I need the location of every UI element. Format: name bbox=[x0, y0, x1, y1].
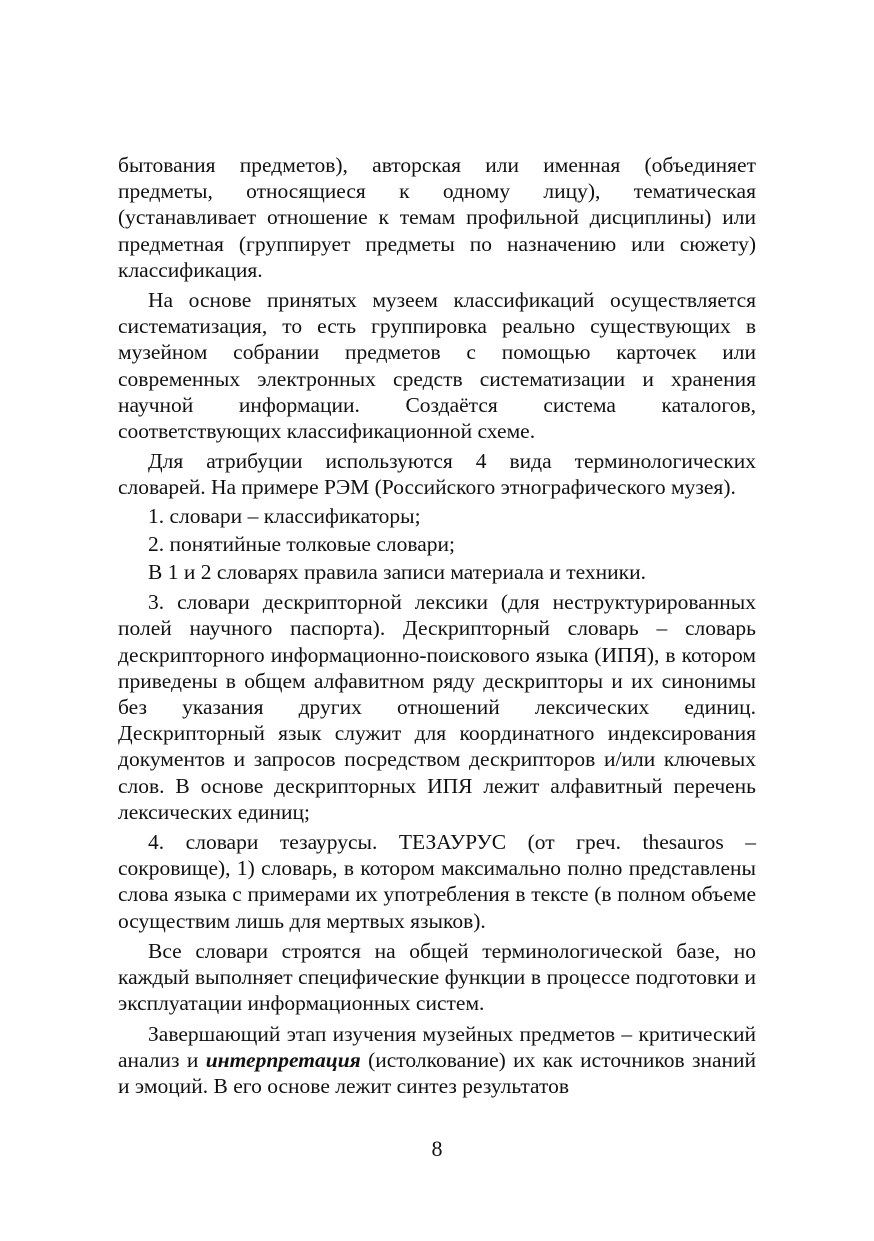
paragraph-continuation: бытования предметов), авторская или именная (объединяет предметы, относящиеся к одному лицу), тематическая (устанавливает отношение к темам профильной дисциплины) или предметная (группирует предметы по назначению или сюжету) классификация. bbox=[118, 153, 756, 282]
list-item-explanatory: 2. понятийные толковые словари; bbox=[148, 531, 456, 556]
interpretation-text-after: (истолкование) их как источников знаний и эмоций. В его основе лежит синтез результатов bbox=[118, 1047, 757, 1098]
list-item-thesaurus: 4. словари тезаурусы. ТЕЗАУРУС (от греч. thesauros – сокровище), 1) словарь, в котором максимально полно представлены слова языка с примерами их употребления в тексте (в полном объеме осуществим лишь для мертвых языков). bbox=[118, 830, 756, 933]
interpretation-term: интерпретация bbox=[205, 1047, 361, 1072]
list-item-classifiers: 1. словари – классификаторы; bbox=[148, 503, 421, 528]
interpretation-text-before: Завершающий этап изучения музейных предметов – критический анализ и bbox=[118, 1021, 756, 1072]
paragraph-interpretation bbox=[118, 1021, 756, 1100]
paragraph-attribution: Для атрибуции используются 4 вида терминологических словарей. На примере РЭМ (Российского этнографического музея). bbox=[118, 449, 756, 500]
body-text bbox=[118, 152, 756, 1099]
list-item-descriptor: 3. словари дескрипторной лексики (для неструктурированных полей научного паспорта). Дескрипторный словарь – словарь дескрипторного информационно-поискового языка (ИПЯ), в котором приведены в общем алфавитном ряду дескрипторы и их синонимы без указания других отношений лексических единиц. Дескрипторный язык служит для координатного индексирования документов и запросов посредством дескрипторов и/или ключевых слов. В основе дескрипторных ИПЯ лежит алфавитный перечень лексических единиц; bbox=[118, 590, 756, 824]
paragraph-common-base: Все словари строятся на общей терминологической базе, но каждый выполняет специфические функции в процессе подготовки и эксплуатации информационных систем. bbox=[118, 938, 756, 1016]
paragraph-systematization: На основе принятых музеем классификаций осуществляется систематизация, то есть группировка реально существующих в музейном собрании предметов с помощью карточек или современных электронных средств систематизации и хранения научной информации. Создаётся система каталогов, соответствующих классификационной схеме. bbox=[118, 288, 756, 444]
page-number: 8 bbox=[431, 1136, 443, 1161]
paragraph-rules-note: В 1 и 2 словарях правила записи материала и техники. bbox=[148, 560, 646, 585]
